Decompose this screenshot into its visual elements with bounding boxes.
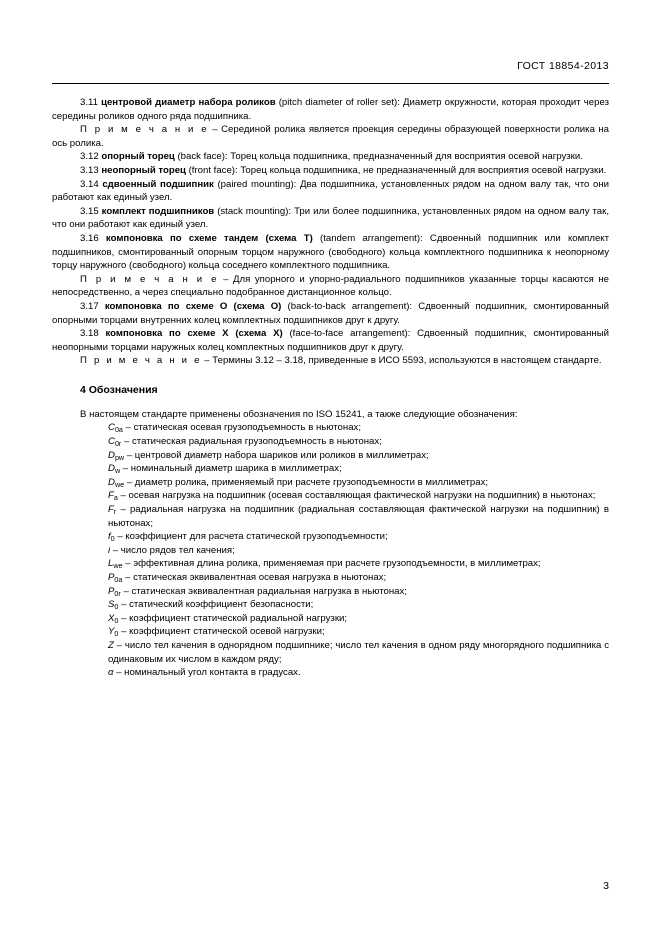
clause-3-18: 3.18 компоновка по схеме Х (схема Х) (face-to-face arrangement): Сдвоенный подшипник, смонтированный неопорными торцами наружных колец комплектных подшипников друг к другу. [52,328,609,353]
symbol-item: $P_{0r}$ – статическая эквивалентная радиальная нагрузка в ньютонах; [108,585,407,598]
symbol-item: $Y_0$ – коэффициент статической осевой нагрузки; [108,626,325,639]
symbol-item: $f_0$ – коэффициент для расчета статической грузоподъемности; [108,531,388,544]
symbol-list [52,421,609,679]
clause-3-13: 3.13 неопорный торец (front face): Торец кольца подшипника, не предназначенный для восприятия осевой нагрузки. [80,164,607,176]
header-divider [52,83,609,84]
page-number: 3 [603,880,609,892]
note-3-11: П р и м е ч а н и е – Серединой ролика является проекция середины образующей поверхности ролика на ось ролика. [52,124,609,149]
symbol-item: $D_{we}$ – диаметр ролика, применяемый при расчете грузоподъемности в миллиметрах; [108,476,489,489]
symbol-item: $C_{0r}$ – статическая радиальная грузоподъемность в ньютонах; [108,436,382,449]
symbol-item: α – номинальный угол контакта в градусах. [108,667,301,679]
clause-3-14: 3.14 сдвоенный подшипник (paired mounting): Два подшипника, установленных рядом на одном валу так, что они работают как единый узел. [52,178,609,204]
clause-3-12: 3.12 опорный торец (back face): Торец кольца подшипника, предназначенный для восприятия осевой нагрузки. [80,151,583,163]
symbol-item: $P_{0a}$ – статическая эквивалентная осевая нагрузка в ньютонах; [108,572,387,584]
page-header [52,60,609,75]
symbol-item: $C_{0a}$ – статическая осевая грузоподъемность в ньютонах; [108,422,361,435]
section-heading-4: 4 Обозначения [80,383,158,396]
standard-designation: ГОСТ 18854-2013 [517,60,609,72]
symbol-item: $L_{we}$ – эффективная длина ролика, применяемая при расчете грузоподъемности, в миллиметрах; [108,558,541,571]
clause-3-15: 3.15 комплект подшипников (stack mounting): Три или более подшипника, установленных рядом на одном валу так, что они работают как единый узел. [52,205,610,231]
symbol-item: $X_0$ – коэффициент статической радиальной нагрузки; [108,612,348,625]
clause-3-17: 3.17 компоновка по схеме О (схема О) (back-to-back arrangement): Сдвоенный подшипник, смонтированный опорными торцами внутренних колец комплектных подшипников друг к другу. [52,300,609,326]
note-3-18: П р и м е ч а н и е – Термины 3.12 – 3.18, приведенные в ИСО 5593, используются в настоящем стандарте. [80,355,602,367]
symbol-item: $D_{pw}$ – центровой диаметр набора шариков или роликов в миллиметрах; [108,449,429,462]
symbol-item: $F_a$ – осевая нагрузка на подшипник (осевая составляющая фактической нагрузки на подшипник) в ньютонах; [108,490,596,503]
symbol-item: $F_r$ – радиальная нагрузка на подшипник (радиальная составляющая фактической нагрузки на подшипник) в ньютонах; [108,504,609,529]
note-3-16: П р и м е ч а н и е – Для упорного и упорно-радиального подшипников указанные торцы касаются не непосредственно, а через специально подобранное дистанционное кольцо. [52,273,610,299]
symbol-item: Z – число тел качения в однорядном подшипнике; число тел качения в одном ряду многорядного подшипника с одинаковым их числом в каждом ряду; [108,639,609,665]
clause-3-16: 3.16 компоновка по схеме тандем (схема Т) (tandem arrangement): Сдвоенный подшипник или комплект подшипников, смонтированный опорным торцом наружного (свободного) кольца комплектного подшипника к неопорному торцу наружного (свободного) кольца соседнего комплектного подшипника. [52,232,610,272]
clause-list [52,96,609,368]
symbol-item: i – число рядов тел качения; [108,544,235,556]
clause-3-11: 3.11 центровой диаметр набора роликов (pitch diameter of roller set): Диаметр окружности, которая проходит через середины роликов одного ряда подшипника. [52,97,609,122]
section-4-intro: В настоящем стандарте применены обозначения по ISO 15241, а также следующие обозначения: [80,408,518,420]
symbol-item: $S_0$ – статический коэффициент безопасности; [108,599,314,612]
symbol-item: $D_w$ – номинальный диаметр шарика в миллиметрах; [108,463,342,476]
